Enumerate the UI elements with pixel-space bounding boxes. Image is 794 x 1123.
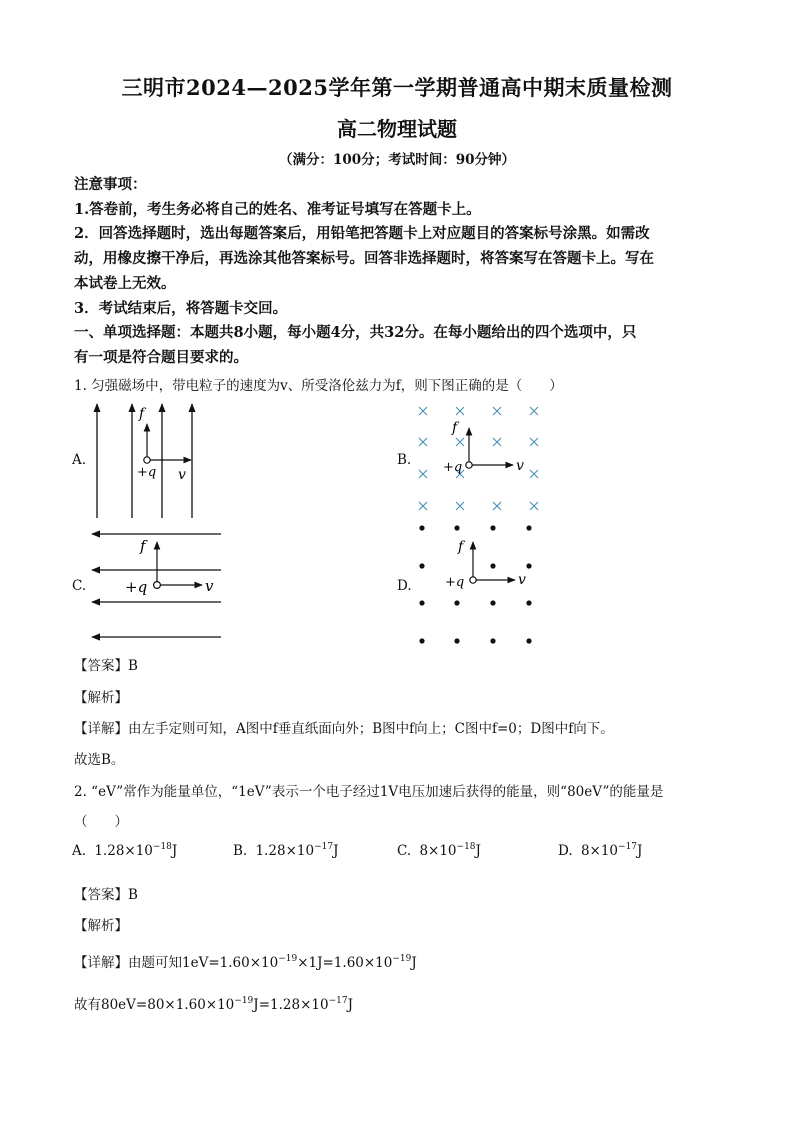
option-mantissa: 8×10 [419,843,457,859]
question-1-analysis: 【解析】 [74,690,128,706]
force-label: f [452,420,458,436]
option-exponent: −18 [152,842,172,852]
question-2-detail-2 [74,993,353,1013]
charge-label: +q [137,465,157,480]
note-item-2-line-3: 本试卷上无效。 [74,275,176,292]
charge-label: +q [125,578,148,596]
subject-title: 高二物理试题 [337,117,457,141]
question-2-analysis: 【解析】 [74,918,128,934]
detail-eq1: 1eV=1.60×10 [182,955,279,971]
charge-particle [466,462,472,468]
note-item-1: 1.答卷前，考生务必将自己的姓名、准考证号填写在答题卡上。 [74,201,481,218]
detail-exp2: −19 [392,954,412,964]
figure-b [410,400,555,515]
option-exponent: −17 [314,842,334,852]
detail2-exp2: −17 [328,996,348,1006]
question-2-stem-line-1: 2. “eV”常作为能量单位，“1eV”表示一个电子经过1V电压加速后获得的能量，则“80eV”的能量是 [74,784,664,800]
option-mantissa: 1.28×10 [94,843,153,859]
question-2-detail [74,951,417,971]
detail2-mid: J=1.28×10 [253,997,329,1013]
question-1-detail: 【详解】由左手定则可知，A图中f垂直纸面向外；B图中f向上；C图中f=0；D图中f向下。 [74,721,614,737]
figure-c [88,525,228,647]
option-c [397,843,481,859]
charge-particle [470,577,476,583]
charge-label: +q [443,460,463,475]
option-unit: J [637,843,643,859]
page-title: 三明市2024—2025学年第一学期普通高中期末质量检测 [121,75,673,100]
force-label: f [139,406,145,422]
detail-mid: ×1J=1.60×10 [297,955,393,971]
velocity-label: v [518,572,526,588]
detail2-unit: J [347,997,353,1013]
option-unit: J [475,843,481,859]
magnetic-field-out-of-page [419,525,531,643]
question-1-answer: 【答案】B [74,658,138,674]
velocity-label: v [178,467,186,483]
charge-label: +q [445,575,465,590]
question-1-stem: 1. 匀强磁场中，带电粒子的速度为v、所受洛伦兹力为f，则下图正确的是（ ） [74,378,563,394]
option-unit: J [333,843,339,859]
notes-heading: 注意事项： [74,176,147,193]
option-label: C. [397,843,412,859]
charge-particle [154,582,161,589]
question-2-answer: 【答案】B [74,887,138,903]
detail-prefix: 【详解】由题可知 [74,955,182,971]
option-b [233,843,339,859]
option-exponent: −17 [618,842,638,852]
note-item-2-line-1: 2．回答选择题时，选出每题答案后，用铅笔把答题卡上对应题目的答案标号涂黑。如需改 [74,225,650,242]
detail-exp: −19 [278,954,298,964]
figure-c-label: C. [72,578,87,594]
figure-a-label: A. [72,452,87,468]
option-label: D. [558,843,573,859]
force-label: f [140,537,146,555]
detail-unit: J [411,955,417,971]
detail2-eq: 80eV=80×1.60×10 [101,997,235,1013]
figure-a [85,398,225,523]
option-a [72,843,177,859]
note-item-2-line-2: 动，用橡皮擦干净后，再选涂其他答案标号。回答非选择题时，将答案写在答题卡上。写在 [74,250,654,267]
figure-d-label: D. [397,578,412,594]
detail2-exp: −19 [234,996,254,1006]
note-item-3: 3．考试结束后，将答题卡交回。 [74,300,288,317]
option-exponent: −18 [456,842,476,852]
option-d [558,843,642,859]
figure-b-label: B. [397,452,412,468]
section-heading-line-2: 有一项是符合题目要求的。 [74,349,248,366]
velocity-label: v [516,458,524,474]
option-mantissa: 8×10 [580,843,619,859]
exam-info: （满分：100分；考试时间：90分钟） [279,152,515,168]
charge-particle [144,457,150,463]
option-unit: J [171,843,178,859]
option-label: A. [72,843,87,859]
figure-d [412,520,542,650]
question-1-conclusion: 故选B。 [74,752,125,768]
option-label: B. [233,843,248,859]
force-label: f [458,539,464,555]
section-heading-line-1: 一、单项选择题：本题共8小题，每小题4分，共32分。在每小题给出的四个选项中，只 [74,324,637,341]
velocity-label: v [205,577,214,595]
option-mantissa: 1.28×10 [255,843,315,859]
detail2-prefix: 故有 [74,997,101,1013]
question-2-stem-line-2: （ ） [74,814,128,830]
